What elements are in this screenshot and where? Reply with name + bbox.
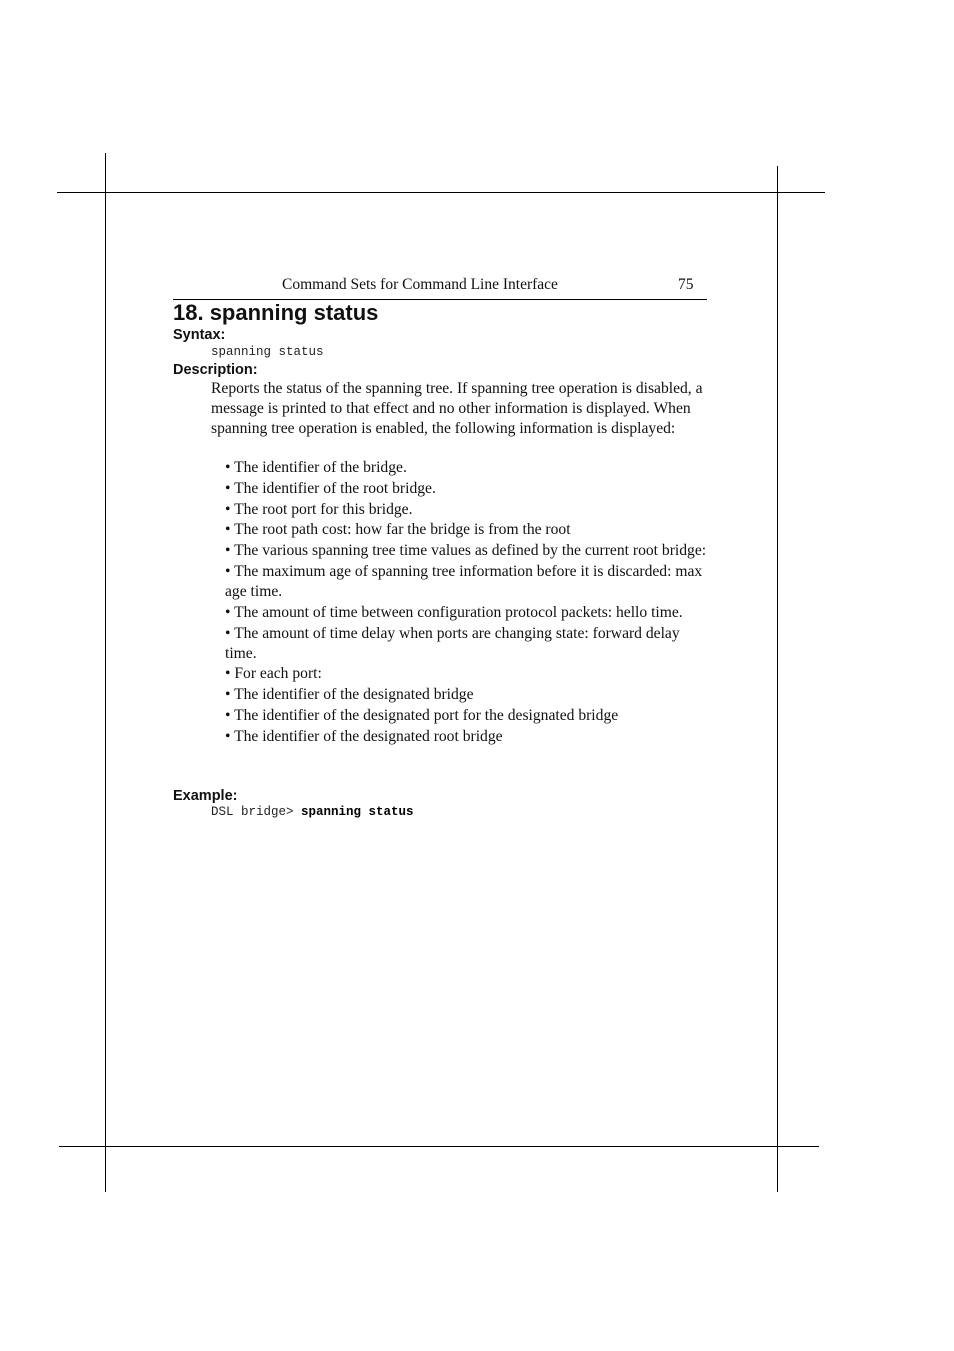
bullet-dot-icon: • [225, 500, 235, 518]
bullet-item [217, 479, 709, 499]
bullet-text: For each port: [234, 665, 322, 683]
bullet-item [217, 520, 709, 540]
bullet-item [217, 458, 709, 478]
bullet-text: The identifier of the designated bridge [234, 686, 474, 704]
bullet-item [217, 727, 709, 747]
bullet-item [217, 706, 709, 726]
running-title: Command Sets for Command Line Interface [282, 276, 558, 293]
bullet-text: The identifier of the designated port for the designated bridge [234, 706, 619, 724]
bullet-dot-icon: • [225, 603, 235, 621]
bullet-dot-icon: • [225, 665, 235, 683]
example-code [211, 804, 414, 820]
example-prompt: DSL bridge> [211, 805, 302, 819]
syntax-label: Syntax: [173, 327, 226, 343]
bullet-text: The amount of time delay when ports are changing state: forward delay time. [225, 624, 680, 662]
crop-mark [105, 153, 106, 1192]
bullet-dot-icon: • [225, 479, 235, 497]
bullet-dot-icon: • [225, 706, 235, 724]
bullet-item [217, 664, 709, 684]
bullet-dot-icon: • [225, 562, 235, 580]
bullet-text: The root port for this bridge. [234, 500, 413, 518]
bullet-dot-icon: • [225, 727, 235, 745]
running-header [173, 275, 707, 300]
bullet-dot-icon: • [225, 624, 235, 642]
bullet-dot-icon: • [225, 459, 235, 476]
bullet-text: The maximum age of spanning tree information before it is discarded: max age time. [225, 562, 703, 600]
bullet-text: The identifier of the designated root bridge [234, 727, 503, 745]
example-command: spanning status [301, 805, 414, 819]
bullet-text: The identifier of the root bridge. [234, 479, 436, 497]
crop-mark [59, 1146, 819, 1147]
bullet-item [217, 603, 709, 623]
bullet-list [217, 458, 709, 748]
bullet-text: The amount of time between configuration protocol packets: hello time. [234, 603, 683, 621]
bullet-text: The various spanning tree time values as defined by the current root bridge: [234, 542, 707, 560]
bullet-dot-icon: • [225, 521, 235, 539]
bullet-text: The identifier of the bridge. [234, 459, 407, 476]
description-label: Description: [173, 362, 258, 378]
example-label: Example: [173, 788, 238, 804]
crop-mark [777, 166, 778, 1192]
bullet-dot-icon: • [225, 542, 235, 560]
syntax-code: spanning status [211, 345, 324, 359]
description-text: Reports the status of the spanning tree. If spanning tree operation is disabled, a message is printed to that effect and no other information is displayed. When spanning tree operation is enabled, the following information is displayed: [211, 380, 703, 437]
section-title: 18. spanning status [173, 300, 379, 325]
bullet-item [217, 500, 709, 520]
bullet-item [217, 541, 709, 561]
bullet-dot-icon: • [225, 686, 235, 704]
bullet-text: The root path cost: how far the bridge is from the root [234, 521, 571, 539]
bullet-item [217, 685, 709, 705]
bullet-item [217, 624, 709, 664]
page-number: 75 [678, 276, 694, 293]
crop-mark [57, 192, 825, 193]
bullet-item [217, 562, 709, 602]
